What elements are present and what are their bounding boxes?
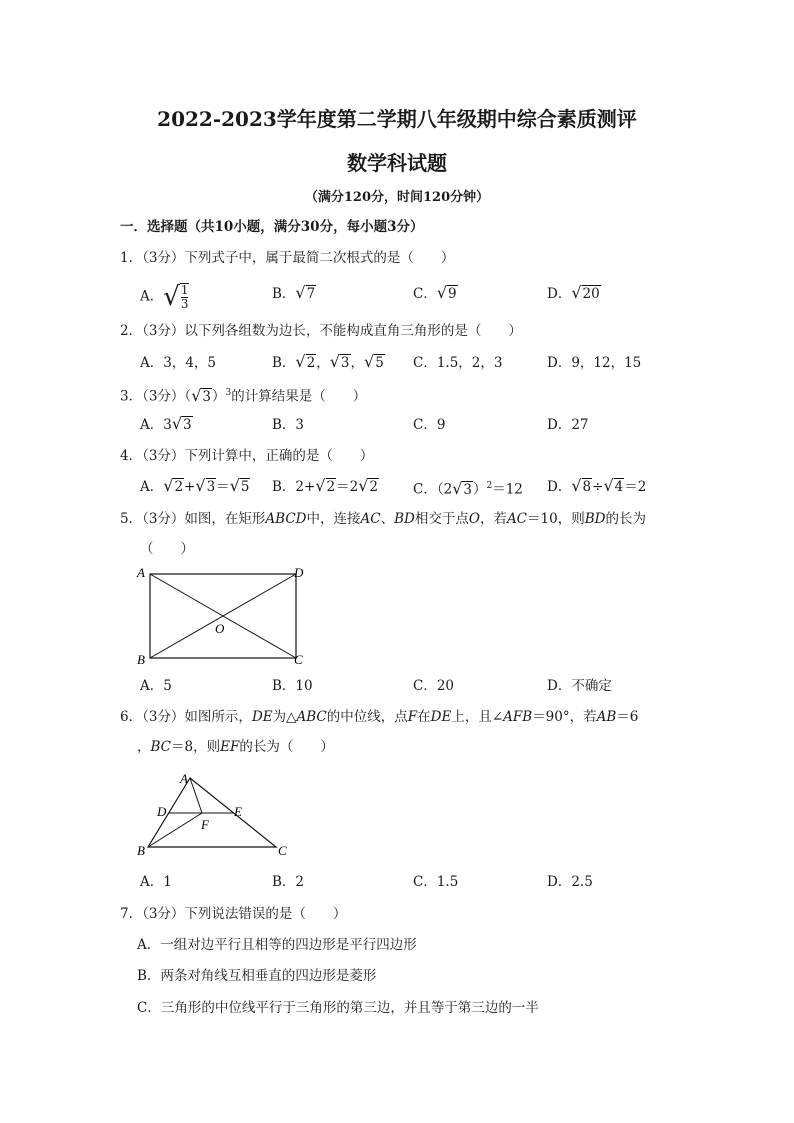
q1-option-a: A．√ $\frac{1}{3}$ — [140, 282, 189, 312]
q4-option-d: D．√8÷√4＝2 — [547, 476, 647, 495]
exam-title: 2022-2023学年度第二学期八年级期中综合素质测评 — [157, 107, 637, 131]
label-b: B — [137, 652, 145, 667]
q4-option-a: A．√2+√3＝√5 — [140, 476, 250, 495]
label-b: B — [137, 843, 145, 858]
q7-option-b: B．两条对角线互相垂直的四边形是菱形 — [137, 968, 377, 984]
label-f: F — [201, 817, 209, 832]
q5-option-b: B．10 — [272, 678, 313, 694]
label-c: C — [294, 652, 303, 667]
q1-option-d: D．√20 — [547, 283, 600, 302]
q6-triangle-figure — [130, 765, 300, 865]
q5-stem-line2: （ ） — [140, 541, 194, 557]
q3-option-c: C．9 — [413, 417, 446, 433]
label-o: O — [215, 621, 225, 636]
q3-option-b: B．3 — [272, 417, 305, 433]
q3-option-d: D．27 — [547, 417, 589, 433]
q5-option-a: A．5 — [140, 678, 172, 694]
q6-stem-line2: ，BC＝8，则EF的长为（ ） — [137, 739, 334, 755]
exam-subtitle: 数学科试题 — [347, 151, 447, 175]
q7-option-c: C．三角形的中位线平行于三角形的第三边，并且等于第三边的一半 — [137, 1000, 539, 1016]
q4-stem: 4．（3分）下列计算中，正确的是（ ） — [120, 448, 374, 464]
q4-option-b: B．2+√2＝2√2 — [272, 476, 379, 495]
q2-option-a: A．3，4，5 — [140, 355, 217, 371]
q1-option-c: C．√9 — [413, 283, 457, 302]
q5-rectangle-figure — [130, 562, 320, 672]
q4-option-c: C．$(2√3)^2=12$ — [413, 478, 523, 498]
q6-option-b: B．2 — [272, 874, 305, 890]
q3-stem: 3．（3分）$(√3)^3$的计算结果是（ ） — [120, 385, 367, 405]
q6-option-c: C．1.5 — [413, 874, 459, 890]
q2-option-d: D．9，12，15 — [547, 355, 642, 371]
label-d: D — [157, 804, 167, 819]
q1-option-b: B．√7 — [272, 283, 316, 302]
label-c: C — [278, 843, 287, 858]
q2-stem: 2．（3分）以下列各组数为边长，不能构成直角三角形的是（ ） — [120, 323, 522, 339]
exam-note: （满分120分，时间120分钟） — [304, 190, 490, 205]
label-e: E — [234, 804, 242, 819]
q6-stem: 6．（3分）如图所示，DE为△ABC的中位线，点F在DE上，且∠AFB＝90°，若AB＝6 — [120, 709, 639, 725]
q2-option-b: B．√2，√3，√5 — [272, 352, 384, 371]
q3-option-a: A．3√3 — [140, 414, 192, 433]
q1-stem: 1．（3分）下列式子中，属于最简二次根式的是（ ） — [120, 250, 455, 266]
q6-option-d: D．2.5 — [547, 874, 593, 890]
q7-option-a: A．一组对边平行且相等的四边形是平行四边形 — [137, 937, 417, 953]
q5-stem: 5．（3分）如图，在矩形ABCD中，连接AC、BD相交于点O，若AC＝10，则BD的长为 — [120, 511, 646, 527]
section-heading: 一．选择题（共10小题，满分30分，每小题3分） — [120, 219, 424, 235]
q6-option-a: A．1 — [140, 874, 172, 890]
q5-option-c: C．20 — [413, 678, 455, 694]
q5-option-d: D．不确定 — [547, 678, 612, 694]
q2-option-c: C．1.5，2，3 — [413, 355, 503, 371]
label-a: A — [137, 565, 145, 580]
q7-stem: 7．（3分）下列说法错误的是（ ） — [120, 906, 347, 922]
label-a: A — [180, 771, 188, 786]
label-d: D — [294, 565, 304, 580]
